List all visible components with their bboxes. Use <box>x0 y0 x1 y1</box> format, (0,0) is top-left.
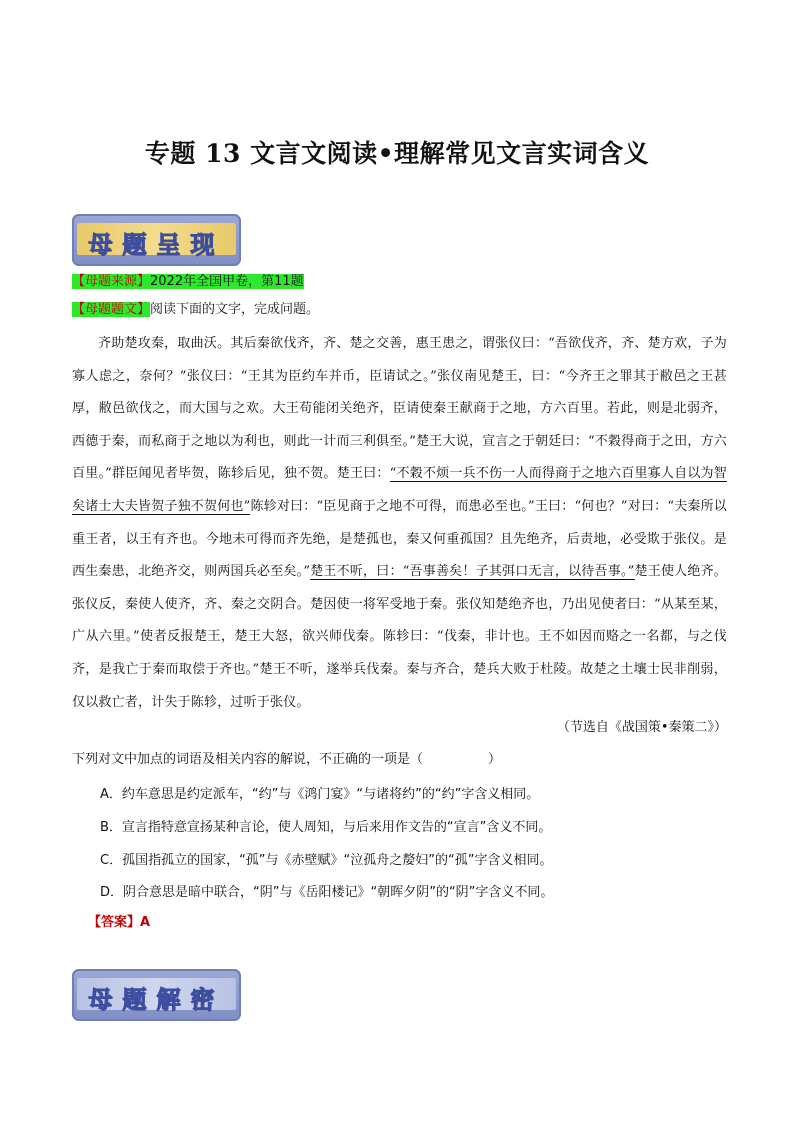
passage-part-1: 齐助楚攻秦，取曲沃。其后秦欲伐齐，齐、楚之交善，惠王患之，谓张仪曰：“吾欲伐齐，齐、楚方欢，子为寡人虑之，奈何？”张仪曰：“王其为臣约车并币，臣请试之。”张仪南见楚王，曰：“今齐王之罪其于敝邑之王甚厚，敝邑欲伐之，而大国与之欢。大王苟能闭关绝齐，臣请使秦王献商于之地，方六百里。若此，则是北弱齐，西德于秦，而私商于之地以为利也，则此一计而三利俱至。”楚王大说，宣言之于朝廷曰：“不穀得商于之田，方六百里。”群臣闻见者毕贺，陈轸后见，独不贺。楚王曰： <box>72 336 727 482</box>
answer-tag: 【答案】 <box>88 915 141 930</box>
option-a: A．约车意思是约定派车，“约”与《鸿门宴》“与诸将约”的“约”字含义相同。 <box>100 787 540 802</box>
classical-passage <box>72 328 727 719</box>
source-line <box>72 273 304 291</box>
passage-citation: （节选自《战国策•秦策二》） <box>556 720 727 735</box>
passage-paragraph <box>72 328 727 719</box>
banner-inner <box>77 223 236 259</box>
passage-part-3: 楚王使人绝齐。张仪反，秦使人使齐，齐、秦之交阴合。楚因使一将军受地于秦。张仪知楚绝齐也，乃出见使者曰：“从某至某，广从六里。”使者反报楚王，楚王大怒，欲兴师伐秦。陈轸曰：“伐秦，非计也。王不如因而赂之一名都，与之伐齐，是我亡于秦而取偿于齐也。”楚王不听，遂举兵伐秦。秦与齐合，楚兵大败于杜陵。故楚之土壤士民非削弱，仅以救亡者，计失于陈轸，过听于张仪。 <box>72 564 728 710</box>
option-b: B．宣言指特意宣扬某种言论，使人周知，与后来用作文告的“宣言”含义不同。 <box>100 820 552 835</box>
body-label-highlight <box>72 302 150 317</box>
section-banner-presentation <box>72 214 241 266</box>
passage-underlined-1: “不穀不烦一兵不伤一人而得商于之地六百里寡人自以为智矣诸士大夫皆贺子独不贺何也” <box>72 466 727 514</box>
passage-part-2: 陈轸对曰：“臣见商于之地不可得，而患必至也。”王曰：“何也？”对曰：“夫秦所以重王者，以王有齐也。今地未可得而齐先绝，是楚孤也，秦又何重孤国？且先绝齐，后责地，必受欺于张仪。是西生秦患，北绝齐交，则两国兵必至矣。” <box>72 498 727 580</box>
source-highlight <box>72 274 304 289</box>
banner-label: 母题呈现 <box>88 231 225 259</box>
section-banner-analysis <box>72 969 241 1021</box>
source-tag: 【母题来源】 <box>72 274 151 289</box>
body-label-line <box>72 301 319 319</box>
body-label-tag: 【母题题文】 <box>72 302 151 317</box>
question-stem: 下列对文中加点的词语及相关内容的解说，不正确的一项是（ ） <box>72 752 502 767</box>
answer-line <box>88 911 150 930</box>
source-text: 2022年全国甲卷，第11题 <box>150 274 304 289</box>
page-title: 专题 13 文言文阅读•理解常见文言实词含义 <box>144 139 650 168</box>
banner-inner <box>77 978 236 1014</box>
option-c: C．孤国指孤立的国家，“孤”与《赤壁赋》“泣孤舟之嫠妇”的“孤”字含义相同。 <box>100 853 553 868</box>
body-label-text: 阅读下面的文字，完成问题。 <box>150 302 320 317</box>
banner-label: 母题解密 <box>88 986 225 1014</box>
passage-underlined-2: 楚王不听，曰：“吾事善矣！子其弭口无言，以待吾事。” <box>310 564 635 580</box>
answer-value: A <box>140 915 151 930</box>
option-d: D．阴合意思是暗中联合，“阴”与《岳阳楼记》“朝晖夕阴”的“阴”字含义不同。 <box>100 885 554 900</box>
